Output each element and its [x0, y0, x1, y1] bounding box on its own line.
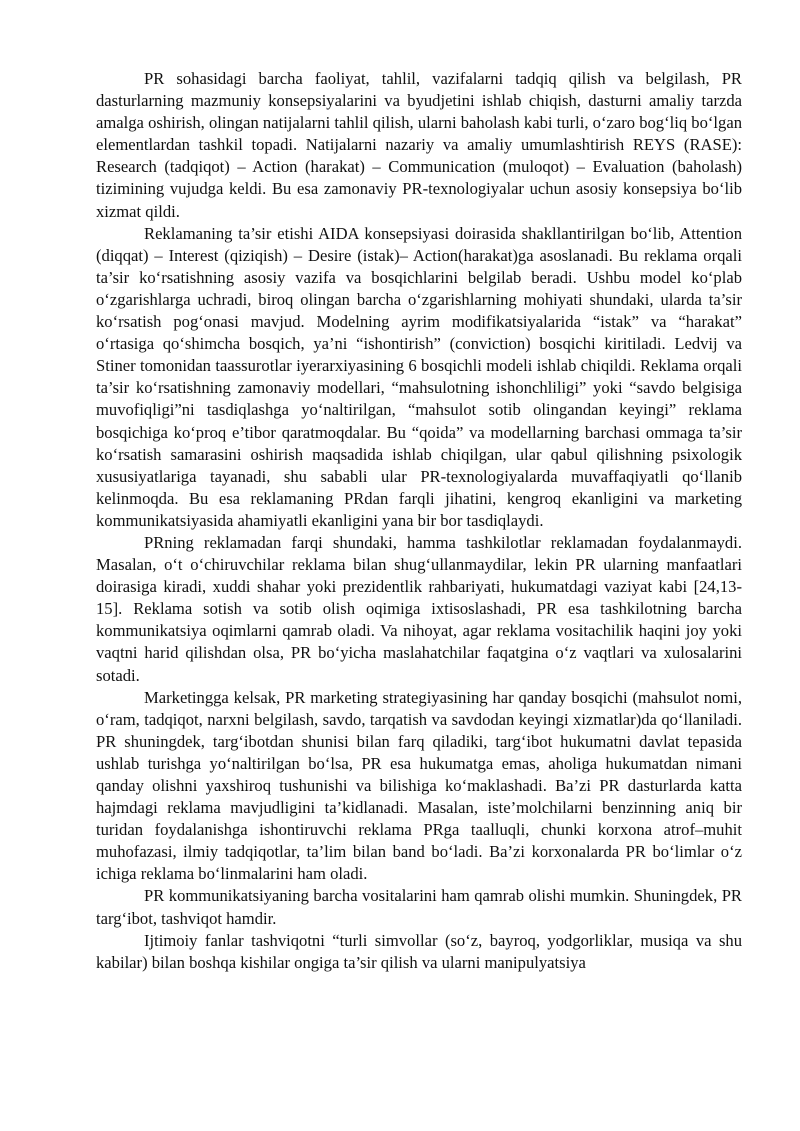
paragraph-pr-vs-advertising: PRning reklamadan farqi shundaki, hamma tashkilotlar reklamadan foydalanmaydi. Masalan, o‘t o‘chiruvchilar reklama bilan shug‘ullanmaydilar, lekin PR ularning manfaatlari doirasiga kiradi, xuddi shahar yoki prezidentlik rahbariyati, hukumatdagi vaziyat kabi [24,13-15]. Reklama sotish va sotib olish oqimiga ixtisoslashadi, PR esa tashkilotning barcha kommunikatsiya oqimlarni qamrab oladi. Va nihoyat, agar reklama vositachilik haqini joy yoki vaqtni harid qilishdan olsa, PR bo‘yicha maslahatchilar faqatgina o‘z vaqtlari va xulosalarini sotadi.: [96, 532, 742, 685]
document-page: [96, 68, 742, 974]
paragraph-marketing: Marketingga kelsak, PR marketing strategiyasining har qanday bosqichi (mahsulot nomi, o‘ram, tadqiqot, narxni belgilash, savdo, tarqatish va savdodan keyingi xizmatlar)da qo‘llaniladi. PR shuningdek, targ‘ibotdan shunisi bilan farq qiladiki, targ‘ibot hukumatni davlat tepasida ushlab turishga yo‘naltirilgan bo‘lsa, PR esa hukumatga emas, aholiga hukumatdan nimani qanday olishni yaxshiroq tushunishi va bilishiga ko‘maklashadi. Ba’zi PR dasturlarda katta hajmdagi reklama mavjudligini ta’kidlanadi. Masalan, iste’molchilarni benzinning aniq bir turidan foydalanishga ishontiruvchi reklama PRga taalluqli, chunki korxona atrof–muhit muhofazasi, ilmiy tadqiqotlar, ta’lim bilan band bo‘ladi. Ba’zi korxonalarda PR bo‘limlar o‘z ichiga reklama bo‘linmalarini ham oladi.: [96, 687, 742, 884]
paragraph-pr-activities: PR sohasidagi barcha faoliyat, tahlil, vazifalarni tadqiq qilish va belgilash, PR dasturlarning mazmuniy konsepsiyalarini va byudjetini ishlab chiqish, dasturni amaliy tarzda amalga oshirish, olingan natijalarni tahlil qilish, ularni baholash kabi turli, o‘zaro bog‘liq bo‘lgan elementlardan tashkil topadi. Natijalarni nazariy va amaliy umumlashtirish REYS (RASE): Research (tadqiqot) – Action (harakat) – Communication (muloqot) – Evaluation (baholash) tizimining vujudga keldi. Bu esa zamonaviy PR-texnologiyalar uchun asosiy konsepsiya bo‘lib xizmat qildi.: [96, 69, 742, 221]
paragraph-pr-communication: PR kommunikatsiyaning barcha vositalarini ham qamrab olishi mumkin. Shuningdek, PR targ‘ibot, tashviqot hamdir.: [96, 886, 742, 928]
paragraph-social-sciences: Ijtimoiy fanlar tashviqotni “turli simvollar (so‘z, bayroq, yodgorliklar, musiqa va shu kabilar) bilan boshqa kishilar ongiga ta’sir qilish va ularni manipulyatsiya: [96, 930, 742, 972]
paragraph-aida-concept: Reklamaning ta’sir etishi AIDA konsepsiyasi doirasida shakllantirilgan bo‘lib, Attention (diqqat) – Interest (qiziqish) – Desire (istak)– Action(harakat)ga asoslanadi. Bu reklama orqali ta’sir ko‘rsatishning asosiy vazifa va bosqichlarini belgilab beradi. Ushbu model ko‘plab o‘zgarishlarga uchradi, biroq olingan barcha o‘zgarishlarning mohiyati shundaki, ularda ta’sir ko‘rsatish pog‘onasi mavjud. Modelning ayrim modifikatsiyalarida “istak” va “harakat” o‘rtasiga qo‘shimcha bosqich, ya’ni “ishontirish” (conviction) bosqichi kiritiladi. Ledvij va Stiner tomonidan taassurotlar iyerarxiyasining 6 bosqichli modeli ishlab chiqildi. Reklama orqali ta’sir ko‘rsatishning zamonaviy modellari, “mahsulotning ishonchliligi” yoki “savdo belgisiga muvofiqligi”ni tasdiqlashga yo‘naltirilgan, “mahsulot sotib olingandan keyingi” reklama bosqichiga ko‘proq e’tibor qaratmoqdalar. Bu “qoida” va modellarning barchasi ommaga ta’sir ko‘rsatish samarasini oshirish maqsadida ishlab chiqilgan, ular qabul qilishning psixologik xususiyatlariga tayanadi, shu sababli ular PR-texnologiyalarda muvaffaqiyatli qo‘llanib kelinmoqda. Bu esa reklamaning PRdan farqli jihatini, kengroq ekanligini va marketing kommunikatsiyasida ahamiyatli ekanligini yana bir bor tasdiqlaydi.: [96, 223, 742, 530]
